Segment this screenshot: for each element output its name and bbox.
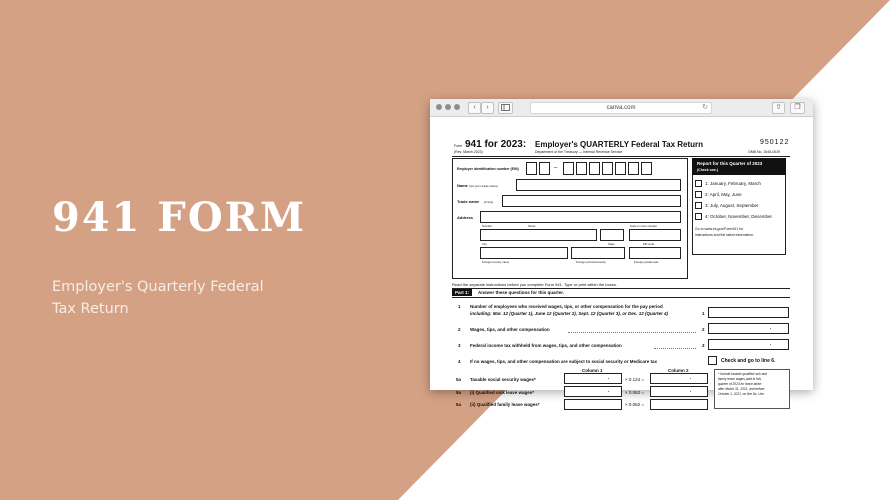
line-5a-i-column-1-field[interactable] — [564, 386, 622, 397]
sidebar-icon — [501, 104, 510, 111]
line-1-number: 1 — [458, 304, 461, 309]
ein-digit-6[interactable] — [602, 162, 613, 175]
omb-number: OMB No. 1545-0029 — [748, 150, 781, 154]
line-1-box-number: 1 — [702, 311, 705, 316]
line-5a-number: 5a — [456, 377, 462, 382]
zip-code-field[interactable] — [629, 229, 681, 241]
line-5a-ii-column-2-field[interactable] — [650, 399, 708, 410]
ein-digit-1[interactable] — [526, 162, 537, 175]
line-5a-i-multiplier: × 0.062 = — [625, 390, 645, 395]
state-field[interactable] — [600, 229, 624, 241]
share-icon: ⇧ — [775, 104, 782, 111]
foreign-province-caption: Foreign province/county — [576, 260, 606, 264]
address-number-caption: Number — [482, 224, 492, 228]
line-5a-multiplier: × 0.124 = — [625, 377, 645, 382]
share-button[interactable] — [772, 102, 785, 114]
trade-name-hint: (if any) — [484, 200, 494, 204]
line-5a-i-column-2-field[interactable] — [650, 386, 708, 397]
quarter-1-label: 1: January, February, March — [705, 181, 761, 186]
ein-digit-4[interactable] — [576, 162, 587, 175]
form-941-document — [430, 117, 813, 407]
quarter-4-checkbox[interactable] — [695, 213, 702, 220]
trade-name-label: Trade name — [457, 199, 480, 204]
line-5a-column-2-field[interactable] — [650, 373, 708, 384]
ein-digit-3[interactable] — [563, 162, 574, 175]
line-5a-i-col1-decimal: . — [608, 388, 610, 394]
line-3-box-number: 3 — [702, 343, 705, 348]
quarter-3-label: 3: July, August, September — [705, 203, 759, 208]
report-quarter-title: Report for this Quarter of 2023 — [697, 161, 763, 166]
line-2-wages-field[interactable] — [708, 323, 789, 334]
line-5a-column-1-field[interactable] — [564, 373, 622, 384]
ein-digit-7[interactable] — [615, 162, 626, 175]
zoom-window-button[interactable] — [454, 104, 460, 110]
line-5a-i-number: 5a — [456, 390, 462, 395]
quarter-4-label: 4: October, November, December — [705, 214, 773, 219]
side-note-line-2: family leave wages paid in this — [718, 377, 762, 381]
line-2-leader — [568, 332, 696, 333]
tabs-overview-button[interactable] — [790, 102, 805, 114]
city-field[interactable] — [480, 229, 597, 241]
name-field[interactable] — [516, 179, 681, 191]
name-label: Name — [457, 183, 468, 188]
line-5a-ii-number: 5a — [456, 402, 462, 407]
side-note-line-3: quarter of 2023 for leave taken — [718, 382, 762, 386]
line-3-text: Federal income tax withheld from wages, tips, and other compensation — [470, 343, 622, 348]
side-note-line-5: October 1, 2021, on line 5a. Use — [718, 392, 764, 396]
line-5a-ii-column-1-field[interactable] — [564, 399, 622, 410]
chevron-right-icon: › — [486, 104, 489, 111]
tabs-icon: ❐ — [794, 104, 801, 111]
forward-button[interactable] — [481, 102, 494, 114]
line-5a-i-col2-decimal: . — [690, 388, 692, 394]
line-2-text: Wages, tips, and other compensation — [470, 327, 550, 332]
line-5a-text: Taxable social security wages* — [470, 377, 536, 382]
foreign-postal-field[interactable] — [629, 247, 681, 259]
part1-title: Answer these questions for this quarter. — [478, 290, 565, 295]
form-department: Department of the Treasury — Internal Revenue Service — [535, 150, 623, 154]
line-3-decimal: . — [770, 341, 772, 347]
ein-dash: – — [554, 165, 558, 171]
line-2-number: 2 — [458, 327, 461, 332]
report-note-line-2: instructions and the latest information. — [695, 233, 754, 237]
line-1-employee-count-field[interactable] — [708, 307, 789, 318]
browser-window — [430, 99, 813, 407]
line-3-withheld-field[interactable] — [708, 339, 789, 350]
minimize-window-button[interactable] — [445, 104, 451, 110]
trade-name-field[interactable] — [502, 195, 681, 207]
line-1-text: Number of employees who received wages, tips, or other compensation for the pay period — [470, 304, 663, 309]
foreign-country-field[interactable] — [480, 247, 568, 259]
line-2-decimal: . — [770, 325, 772, 331]
hero-subtitle: Employer's Quarterly Federal Tax Return — [52, 279, 264, 317]
address-street-caption: Street — [528, 224, 536, 228]
city-caption: City — [482, 242, 487, 246]
street-address-field[interactable] — [480, 211, 681, 223]
line-3-leader — [654, 348, 696, 349]
line-5a-i-text: (i) Qualified sick leave wages* — [470, 390, 535, 395]
line-5a-col2-decimal: . — [690, 375, 692, 381]
ein-digit-2[interactable] — [539, 162, 550, 175]
ein-label: Employer identification number (EIN) — [457, 167, 519, 171]
quarter-2-checkbox[interactable] — [695, 191, 702, 198]
address-label: Address — [457, 215, 474, 220]
line-1-text-cont: including: Mar. 12 (Quarter 1), June 12 (Quarter 2), Sept. 12 (Quarter 3), or Dec. 12 (Quarter 4) — [470, 311, 669, 316]
ein-digit-5[interactable] — [589, 162, 600, 175]
browser-toolbar — [430, 99, 813, 117]
form-revision: (Rev. March 2023) — [454, 150, 483, 154]
form-number-title: 941 for 2023: — [465, 139, 527, 150]
side-note-line-1: * Include taxable qualified sick and — [718, 372, 767, 376]
side-note-line-4: after March 31, 2021, and before — [718, 387, 765, 391]
zip-caption: ZIP code — [643, 242, 655, 246]
quarter-3-checkbox[interactable] — [695, 202, 702, 209]
report-quarter-subtitle: (Check one.) — [697, 168, 719, 172]
line-2-box-number: 2 — [702, 327, 705, 332]
address-bar[interactable] — [530, 102, 712, 114]
part1-bottom-rule — [452, 297, 790, 298]
column-1-header: Column 1 — [582, 368, 603, 373]
name-hint: (not your trade name) — [469, 184, 498, 188]
foreign-country-caption: Foreign country name — [482, 260, 510, 264]
instructions-text: Read the separate instructions before you complete Form 941. Type or print within the boxes. — [452, 282, 618, 287]
reload-icon[interactable]: ↻ — [702, 104, 708, 111]
header-rule — [452, 156, 790, 157]
chevron-left-icon: ‹ — [473, 104, 476, 111]
line-5a-ii-text: (ii) Qualified family leave wages* — [470, 402, 540, 407]
line-5a-ii-multiplier: × 0.062 = — [625, 402, 645, 407]
form-label: Form — [454, 144, 463, 148]
address-suite-caption: Suite or room number — [630, 224, 658, 228]
part1-tag: Part 1: — [452, 289, 472, 296]
line-5a-col1-decimal: . — [608, 375, 610, 381]
line-4-check-label: Check and go to line 6. — [721, 358, 776, 364]
form-title: Employer's QUARTERLY Federal Tax Return — [535, 140, 704, 149]
close-window-button[interactable] — [436, 104, 442, 110]
sidebar-button[interactable] — [498, 102, 513, 114]
url-text: canva.com — [606, 105, 636, 111]
quarter-1-checkbox[interactable] — [695, 180, 702, 187]
form-code: 950122 — [760, 139, 790, 146]
ein-digit-9[interactable] — [641, 162, 652, 175]
line-3-number: 3 — [458, 343, 461, 348]
ein-digit-8[interactable] — [628, 162, 639, 175]
column-2-header: Column 2 — [668, 368, 689, 373]
state-caption: State — [608, 242, 615, 246]
line-4-checkbox[interactable] — [708, 356, 717, 365]
back-button[interactable] — [468, 102, 481, 114]
hero-title: 941 FORM — [52, 194, 307, 241]
line-4-text: If no wages, tips, and other compensation are subject to social security or Medicare tax — [470, 359, 658, 364]
quarter-2-label: 2: April, May, June — [705, 192, 742, 197]
foreign-province-field[interactable] — [571, 247, 625, 259]
line-4-number: 4 — [458, 359, 461, 364]
foreign-postal-caption: Foreign postal code — [634, 260, 659, 264]
report-note-line-1: Go to www.irs.gov/Form941 for — [695, 227, 744, 231]
